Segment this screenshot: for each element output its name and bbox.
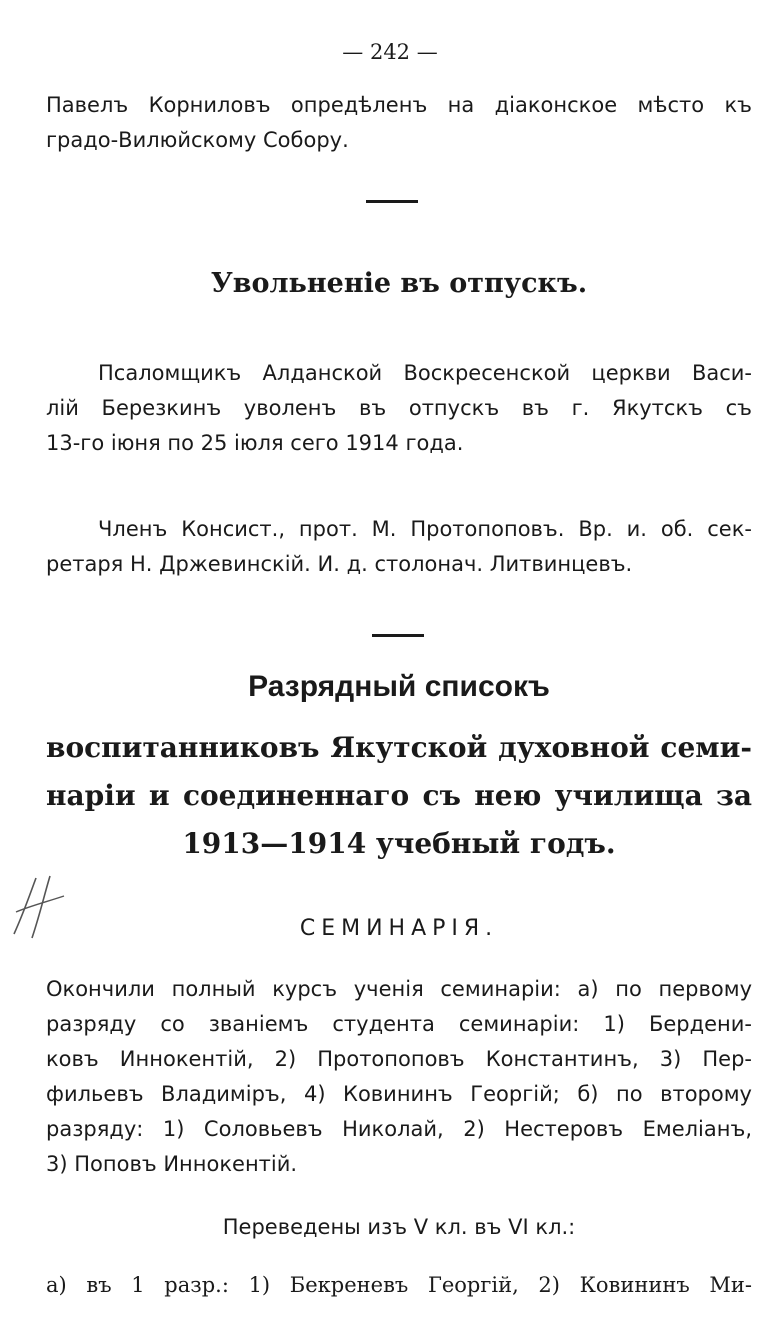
seminary-line: ковъ Иннокентій, 2) Протопоповъ Константинъ, 3) Пер- [46,1047,752,1071]
section-divider [372,634,424,637]
list-subtitle-line: наріи и соединеннаго съ нею училища за [46,779,752,812]
seminary-line: Окончили полный курсъ ученія семинаріи: а) по первому [46,977,752,1001]
intro-line: Павелъ Корниловъ опредѣленъ на діаконское мѣсто къ [46,93,752,117]
seminary-paragraph [46,972,752,1182]
transfer-line: а) въ 1 разр.: 1) Бекреневъ Георгій, 2) Ковининъ Ми- [46,1273,752,1297]
leave-heading: Увольненіе въ отпускъ. [210,268,588,299]
seminary-line: разряду: 1) Соловьевъ Николай, 2) Нестеровъ Емеліанъ, [46,1117,752,1141]
leave-paragraph [46,356,752,461]
intro-line: градо-Вилюйскому Собору. [46,128,349,152]
signature-line: Членъ Консист., прот. М. Протопоповъ. Вр. и. об. сек- [98,517,752,541]
section-divider [366,200,418,203]
list-title: Разрядный списокъ [248,670,550,703]
seminary-line: фильевъ Владиміръ, 4) Ковининъ Георгій; б) по второму [46,1082,752,1106]
signature-line: ретаря Н. Држевинскій. И. д. столонач. Литвинцевъ. [46,552,633,576]
page-number: — 242 — [342,40,438,64]
leave-line: Псаломщикъ Алданской Воскресенской церкви Васи- [98,361,752,385]
list-subtitle-line: 1913—1914 учебный годъ. [182,827,616,860]
seminary-line: 3) Поповъ Иннокентій. [46,1152,298,1176]
seminary-heading: СЕМИНАРІЯ. [299,916,499,941]
seminary-line: разряду со званіемъ студента семинаріи: 1) Бердени- [46,1012,752,1036]
list-subtitle [46,724,752,868]
transfer-heading: Переведены изъ V кл. въ VI кл.: [222,1215,576,1239]
leave-line: 13-го іюня по 25 іюля сего 1914 года. [46,431,464,455]
list-subtitle-line: воспитанниковъ Якутской духовной семи- [46,731,752,764]
intro-paragraph [46,88,752,158]
signature-paragraph [46,512,752,582]
leave-line: лій Березкинъ уволенъ въ отпускъ въ г. Якутскъ съ [46,396,752,420]
